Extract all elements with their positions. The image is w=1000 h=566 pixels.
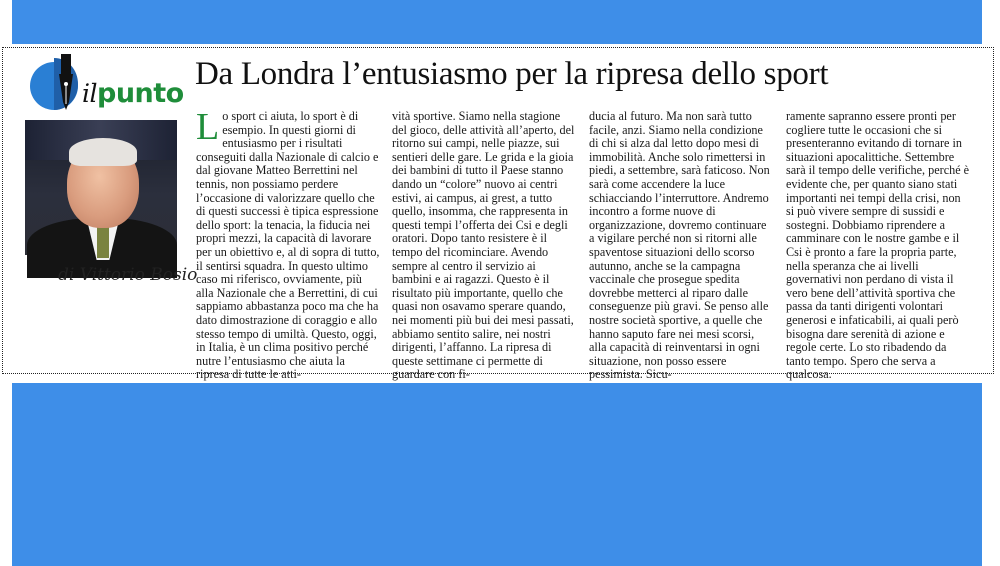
top-color-band: [12, 0, 982, 44]
column-4-text: ramente sapranno essere pronti per cogliere tutte le occasioni che si presenteranno evitando di tornare in situazioni apocalittiche. Settembre sarà il tempo delle verifiche, perché è evidente che, per quanto siano stati importanti nei tempi della crisi, non si può vivere sempre di sussidi e sostegni. Dobbiamo riprendere a camminare con le nostre gambe e il Csi è pronto a fare la propria parte, nella speranza che ai livelli governativi non perdano di vista il vero bene dell’attività sportiva che passa da tanti dirigenti volontari generosi e infaticabili, ai quali però bisogna dare serenità di azione e regole certe. Lo sto ribadendo da tanto tempo. Spero che serva a qualcosa.: [786, 109, 970, 382]
column-2-text: vità sportive. Siamo nella stagione del gioco, delle attività all’aperto, del ritorno sui campi, nelle piazze, sui sentieri delle gare. Le grida e la gioia dei bambini di tutto il Paese stanno dando un “colore” nuovo ai centri estivi, ai campus, ai grest, a tutto quello, insomma, che rappresenta in questi tempi l’offerta dei Csi e degli oratori. Dopo tanto resistere è il tempo del ricominciare. Avendo sempre al centro il servizio ai bambini e ai ragazzi. Questo è il risultato più importante, quello che quasi non osavamo sperare quando, nei momenti più bui dei mesi passati, abbiamo sentito salire, nei nostri dirigenti, l’affanno. La ripresa di queste settimane ci permette di guardare con fi-: [392, 109, 575, 382]
article-column-3: [589, 109, 774, 382]
drop-cap: L: [196, 106, 220, 148]
article-column-1: [196, 106, 381, 382]
column-3-text: ducia al futuro. Ma non sarà tutto facile, anzi. Siamo nella condizione di chi si alza dal letto dopo mesi di immobilità. Anche solo rimettersi in piedi, a settembre, sarà faticoso. Non sarà come accendere la luce schiacciando l’interruttore. Andremo incontro a forme nuove di organizzazione, dovremo continuare a vigilare perché non si ritorni alle spaventose situazioni dello scorso autunno, anche se la campagna vaccinale che prosegue spedita dovrebbe metterci al riparo dalle conseguenze più gravi. Se penso alle nostre società sportive, a quelle che hanno saputo fare nei mesi scorsi, alla capacità di reinventarsi in ogni situazione, non posso essere pessimista. Sicu-: [589, 109, 770, 382]
article-column-2: [392, 109, 577, 382]
column-1-text: o sport ci aiuta, lo sport è di esempio. In questi giorni di entusiasmo per i risultati conseguiti dalla Nazionale di calcio e dal giovane Matteo Berrettini nel tennis, non possiamo perdere l’occasione di valorizzare quello che di questi successi è tipica espressione dello sport: la tenacia, la fiducia nei propri mezzi, la capacità di lavorare per un obiettivo e, al di sopra di tutto, il sentirsi squadra. In questo ultimo caso mi riferisco, ovviamente, più alla Nazionale che a Berrettini, di cui sappiamo abbastanza poco ma che ha dato dimostrazione di coraggio e allo stesso tempo di umiltà. Questo, oggi, in Italia, è un clima positivo perché nutre l’entusiasmo che aiuta la ripresa di tutte le atti-: [196, 109, 380, 382]
article-column-4: [786, 109, 971, 382]
author-photo: [25, 120, 177, 255]
author-byline: di Vittorio Bosio: [58, 265, 198, 285]
column-logo: [82, 78, 184, 109]
logo-prefix: il: [82, 79, 97, 108]
logo-word: punto: [97, 78, 184, 109]
bottom-color-band: [12, 383, 982, 566]
article-headline: Da Londra l’entusiasmo per la ripresa dello sport: [195, 56, 829, 92]
